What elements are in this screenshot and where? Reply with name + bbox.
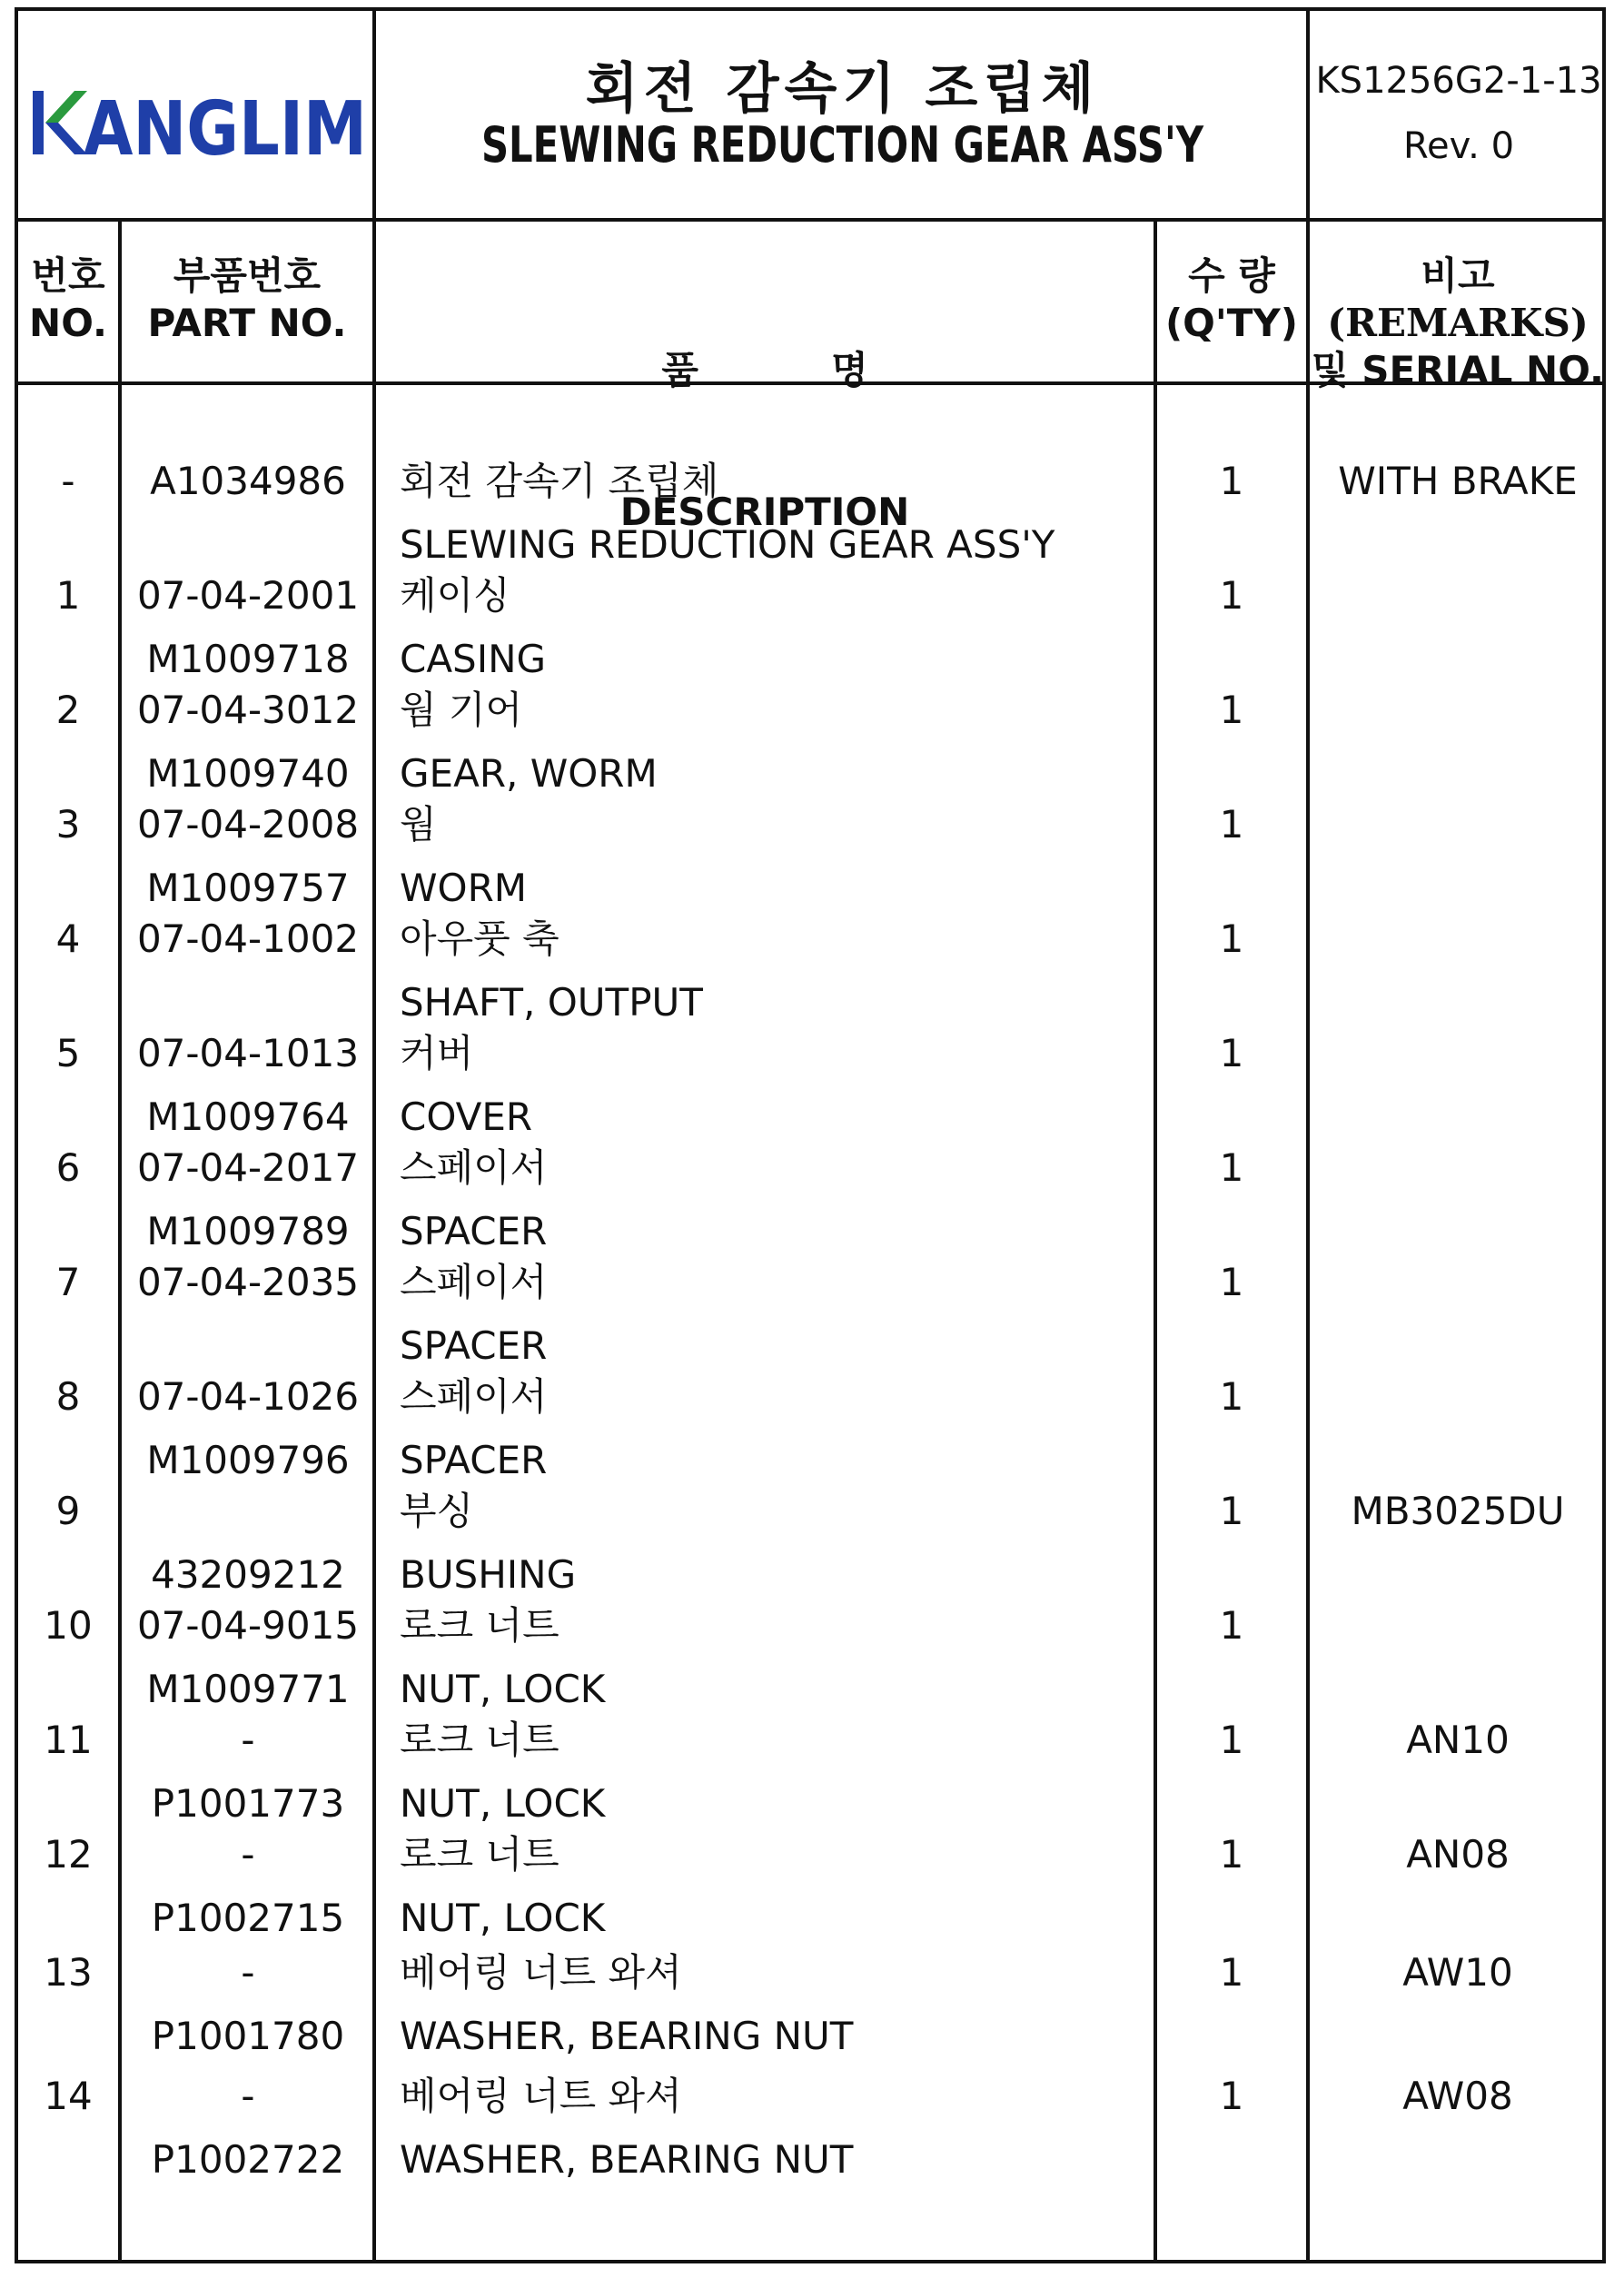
row-number: 5 xyxy=(55,1031,81,1075)
remarks: WITH BRAKE xyxy=(1338,459,1578,503)
quantity: 1 xyxy=(1219,2074,1244,2118)
col-header-description-en: DESCRIPTION xyxy=(619,490,910,534)
remarks: AW08 xyxy=(1402,2074,1513,2118)
description-korean: 스페이서 xyxy=(400,1260,548,1304)
part-number-secondary: P1001773 xyxy=(151,1781,345,1826)
quantity: 1 xyxy=(1219,688,1244,732)
description-english: WASHER, BEARING NUT xyxy=(400,2137,854,2182)
part-number-primary: 07-04-1013 xyxy=(136,1031,360,1075)
description-korean: 로크 너트 xyxy=(400,1603,559,1648)
part-number-secondary: P1002722 xyxy=(151,2137,345,2182)
part-number-primary: - xyxy=(241,1832,255,1877)
row-number: 2 xyxy=(55,688,81,732)
quantity: 1 xyxy=(1219,1145,1244,1190)
part-number-secondary: M1009740 xyxy=(146,751,350,796)
part-number-secondary: A1034986 xyxy=(150,459,346,503)
description-korean: 베어링 너트 와셔 xyxy=(400,2074,682,2118)
col-header-part-en: PART NO. xyxy=(147,301,347,345)
description-english: SPACER xyxy=(400,1438,548,1482)
remarks: AN10 xyxy=(1406,1718,1510,1762)
part-number-primary: - xyxy=(241,2074,255,2118)
col-header-description-ko: 품 명 xyxy=(661,348,868,392)
quantity: 1 xyxy=(1219,1031,1244,1075)
title-english: SLEWING REDUCTION GEAR ASS'Y xyxy=(480,116,1204,173)
description-korean: 커버 xyxy=(400,1031,474,1075)
remarks: MB3025DU xyxy=(1351,1489,1565,1533)
row-number: 9 xyxy=(55,1489,81,1533)
col-header-qty xyxy=(1157,253,1306,347)
row-number: 1 xyxy=(55,573,81,618)
col-header-part xyxy=(122,253,372,347)
col-header-remarks-en: 및 SERIAL NO. xyxy=(1312,348,1604,392)
row-number: - xyxy=(61,459,75,503)
description-english: NUT, LOCK xyxy=(400,1667,606,1711)
part-number-primary: 07-04-2035 xyxy=(136,1260,360,1304)
col-header-no-ko: 번호 xyxy=(31,253,105,298)
quantity: 1 xyxy=(1219,1260,1244,1304)
row-number: 11 xyxy=(44,1718,93,1762)
row-number: 7 xyxy=(55,1260,81,1304)
description-english: SHAFT, OUTPUT xyxy=(400,980,703,1025)
description-korean: 로크 너트 xyxy=(400,1718,559,1762)
row-number: 10 xyxy=(44,1603,93,1648)
description-korean: 회전 감속기 조립체 xyxy=(400,459,719,503)
quantity: 1 xyxy=(1219,1832,1244,1877)
quantity: 1 xyxy=(1219,916,1244,961)
row-number: 4 xyxy=(55,916,81,961)
part-number-secondary: P1002715 xyxy=(151,1896,345,1940)
quantity: 1 xyxy=(1219,573,1244,618)
part-number-secondary: M1009796 xyxy=(146,1438,350,1482)
description-korean: 부싱 xyxy=(400,1489,474,1533)
description-korean: 베어링 너트 와셔 xyxy=(400,1950,682,1995)
part-number-primary: 07-04-1026 xyxy=(136,1374,360,1419)
part-number-secondary: M1009764 xyxy=(146,1094,350,1139)
description-korean: 스페이서 xyxy=(400,1145,548,1190)
brand-wordmark: ANGLIM xyxy=(84,86,367,173)
quantity: 1 xyxy=(1219,1489,1244,1533)
quantity: 1 xyxy=(1219,1603,1244,1648)
part-number-primary: 07-04-3012 xyxy=(136,688,360,732)
description-english: SPACER xyxy=(400,1209,548,1253)
col-header-qty-en: (Q'TY) xyxy=(1164,301,1298,345)
col-header-no-en: NO. xyxy=(29,301,107,345)
quantity: 1 xyxy=(1219,1718,1244,1762)
part-number-secondary: M1009789 xyxy=(146,1209,350,1253)
row-number: 3 xyxy=(55,802,81,847)
col-header-remarks-ko: 비고(REMARKS) xyxy=(1327,253,1589,345)
part-number-secondary: 43209212 xyxy=(151,1552,345,1597)
description-korean: 웜 기어 xyxy=(400,688,523,732)
description-english: SPACER xyxy=(400,1323,548,1368)
description-english: SLEWING REDUCTION GEAR ASS'Y xyxy=(400,522,1055,567)
document-number: KS1256G2-1-13 xyxy=(1315,60,1602,102)
title-korean: 회전 감속기 조립체 xyxy=(585,57,1100,121)
col-header-qty-ko: 수 량 xyxy=(1188,253,1275,298)
part-number-secondary: M1009771 xyxy=(146,1667,350,1711)
col-header-no xyxy=(18,253,118,347)
description-korean: 스페이서 xyxy=(400,1374,548,1419)
description-english: BUSHING xyxy=(400,1552,577,1597)
quantity: 1 xyxy=(1219,459,1244,503)
part-number-primary: - xyxy=(241,1718,255,1762)
row-number: 14 xyxy=(44,2074,93,2118)
description-english: NUT, LOCK xyxy=(400,1896,606,1940)
grid-line xyxy=(118,218,122,2263)
part-number-secondary: M1009718 xyxy=(146,637,350,681)
part-number-primary: - xyxy=(241,1950,255,1995)
part-number-primary: 07-04-2001 xyxy=(136,573,360,618)
quantity: 1 xyxy=(1219,802,1244,847)
quantity: 1 xyxy=(1219,1950,1244,1995)
quantity: 1 xyxy=(1219,1374,1244,1419)
row-number: 13 xyxy=(44,1950,93,1995)
part-number-primary: 07-04-2017 xyxy=(136,1145,360,1190)
revision: Rev. 0 xyxy=(1402,125,1515,167)
part-number-primary: 07-04-9015 xyxy=(136,1603,360,1648)
col-header-remarks xyxy=(1310,253,1606,394)
description-english: WORM xyxy=(400,866,528,910)
description-english: WASHER, BEARING NUT xyxy=(400,2014,854,2058)
description-english: GEAR, WORM xyxy=(400,751,658,796)
description-english: CASING xyxy=(400,637,547,681)
description-korean: 웜 xyxy=(400,802,437,847)
description-korean: 아우풋 축 xyxy=(400,916,559,961)
col-header-part-ko: 부품번호 xyxy=(173,253,322,298)
row-number: 6 xyxy=(55,1145,81,1190)
part-number-secondary: P1001780 xyxy=(151,2014,345,2058)
part-number-secondary: M1009757 xyxy=(146,866,350,910)
header-divider xyxy=(15,218,1606,222)
part-number-primary: 07-04-1002 xyxy=(136,916,360,961)
remarks: AN08 xyxy=(1406,1832,1510,1877)
description-korean: 로크 너트 xyxy=(400,1832,559,1877)
description-korean: 케이싱 xyxy=(400,573,510,618)
part-number-primary: 07-04-2008 xyxy=(136,802,360,847)
description-english: COVER xyxy=(400,1094,533,1139)
description-english: NUT, LOCK xyxy=(400,1781,606,1826)
remarks: AW10 xyxy=(1402,1950,1513,1995)
kanglim-logo xyxy=(27,82,372,173)
row-number: 8 xyxy=(55,1374,81,1419)
row-number: 12 xyxy=(44,1832,93,1877)
